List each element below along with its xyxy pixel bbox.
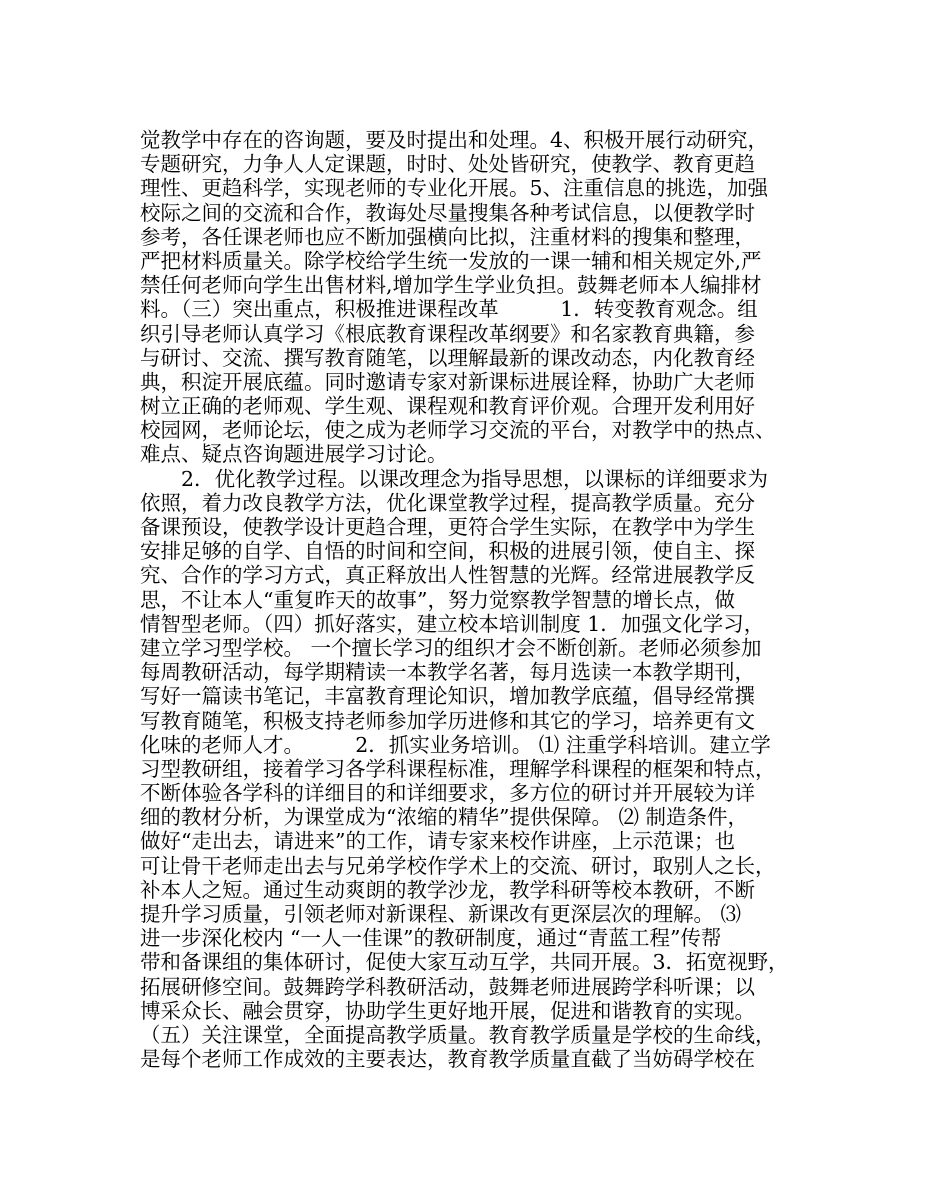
- text-line: 安排足够的自学、自悟的时间和空间，积极的进展引领，使自主、探: [140, 539, 755, 564]
- text-line: 与研讨、交流、撰写教育随笔，以理解最新的课改动态，内化教育经: [140, 345, 755, 370]
- text-line: 料。（三）突出重点，积极推进课程改革 1．转变教育观念。组: [140, 297, 758, 322]
- body-text: [140, 128, 830, 1071]
- text-line: 不断体验各学科的详细目的和详细要求，多方位的研讨并开展较为详: [140, 781, 755, 806]
- text-line: 进一步深化校内 “一人一佳课”的教研制度，通过“青蓝工程”传帮: [140, 926, 722, 951]
- text-line: （五）关注课堂，全面提高教学质量。教育教学质量是学校的生命线，: [140, 1022, 776, 1047]
- text-line: 觉教学中存在的咨询题，要及时提出和处理。4、积极开展行动研究，: [140, 128, 769, 152]
- text-line: 做好“走出去，请进来”的工作，请专家来校作讲座，上示范课；也: [140, 829, 735, 854]
- text-line: 校际之间的交流和合作，教诲处尽量搜集各种考试信息，以便教学时: [140, 200, 755, 225]
- text-line: 难点、疑点咨询题进展学习讨论。: [140, 442, 448, 467]
- text-line: 习型教研组，接着学习各学科课程标准，理解学科课程的框架和特点，: [140, 756, 776, 781]
- text-line: 每周教研活动，每学期精读一本教学名著，每月选读一本教学期刊，: [140, 660, 755, 685]
- text-line: 提升学习质量，引领老师对新课程、新课改有更深层次的理解。 ⑶: [140, 902, 742, 926]
- text-line: 可让骨干老师走出去与兄弟学校作学术上的交流、研讨，取别人之长，: [140, 853, 776, 878]
- text-line: 建立学习型学校。 一个擅长学习的组织才会不断创新。老师必须参加: [140, 635, 762, 660]
- text-line: 备课预设，使教学设计更趋合理，更符合学生实际，在教学中为学生: [140, 515, 755, 539]
- text-line: 理性、更趋科学，实现老师的专业化开展。5、注重信息的挑选，加强: [140, 176, 769, 201]
- text-line: 依照，着力改良教学方法，优化课堂教学过程，提高教学质量。充分: [140, 490, 755, 515]
- text-line: 专题研究，力争人人定课题，时时、处处皆研究，使教学、教育更趋: [140, 152, 755, 177]
- text-line: 树立正确的老师观、学生观、课程观和教育评价观。合理开发利用好: [140, 394, 755, 419]
- text-line: 细的教材分析，为课堂成为“浓缩的精华”提供保障。 ⑵ 制造条件，: [140, 805, 748, 830]
- text-line: 带和备课组的集体研讨，促使大家互动互学，共同开展。3．拓宽视野，: [140, 950, 789, 975]
- text-line: 拓展研修空间。鼓舞跨学科教研活动，鼓舞老师进展跨学科听课；以: [140, 974, 755, 999]
- text-line: 思，不让本人“重复昨天的故事”，努力觉察教学智慧的增长点，做: [140, 587, 735, 612]
- text-line: 究、合作的学习方式，真正释放出人性智慧的光辉。经常进展教学反: [140, 563, 755, 588]
- text-line: 补本人之短。通过生动爽朗的教学沙龙，教学科研等校本教研，不断: [140, 877, 755, 902]
- text-line: 禁任何老师向学生出售材料,增加学生学业负担。鼓舞老师本人编排材: [140, 273, 762, 298]
- text-line: 典，积淀开展底蕴。同时邀请专家对新课标进展诠释，协助广大老师: [140, 369, 755, 394]
- text-line: 校园网，老师论坛，使之成为老师学习交流的平台，对教学中的热点、: [140, 418, 776, 443]
- text-line: 参考，各任课老师也应不断加强横向比拟，注重材料的搜集和整理，: [140, 224, 755, 249]
- text-line: 博采众长、融会贯穿，协助学生更好地开展，促进和谐教育的实现。: [140, 998, 755, 1023]
- text-line: 织引导老师认真学习《根底教育课程改革纲要》和名家教育典籍，参: [140, 321, 755, 346]
- text-line: 2．优化教学过程。以课改理念为指导思想，以课标的详细要求为: [140, 466, 769, 491]
- text-line: 化味的老师人才。 2．抓实业务培训。 ⑴ 注重学科培训。建立学: [140, 732, 771, 757]
- text-line: 是每个老师工作成效的主要表达，教育教学质量直截了当妨碍学校在: [140, 1047, 755, 1072]
- text-line: 严把材料质量关。除学校给学生统一发放的一课一辅和相关规定外,严: [140, 248, 762, 273]
- text-line: 写好一篇读书笔记，丰富教育理论知识，增加教学底蕴，倡导经常撰: [140, 684, 755, 709]
- text-line: 写教育随笔，积极支持老师参加学历进修和其它的学习，培养更有文: [140, 708, 755, 733]
- text-line: 情智型老师。（四）抓好落实，建立校本培训制度 1．加强文化学习，: [140, 611, 765, 636]
